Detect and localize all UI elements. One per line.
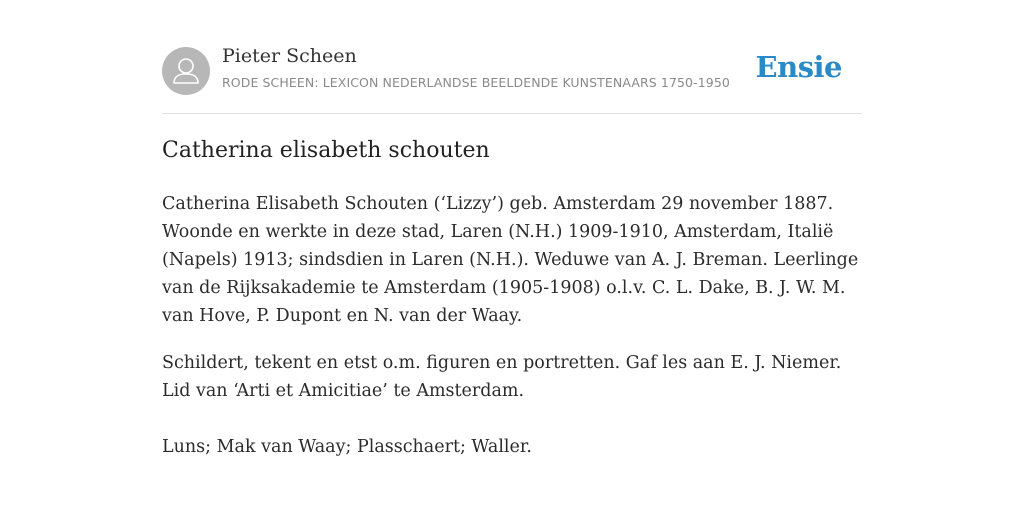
source-title[interactable]: RODE SCHEEN: LEXICON NEDERLANDSE BEELDENDE KUNSTENAARS 1750-1950 (222, 75, 730, 90)
article-paragraph-sources: Luns; Mak van Waay; Plasschaert; Waller. (162, 437, 532, 457)
article-paragraph-biography: Catherina Elisabeth Schouten (‘Lizzy’) geb. Amsterdam 29 november 1887. Woonde en werkte in deze stad, Laren (N.H.) 1909-1910, Amsterdam, Italië (Napels) 1913; sindsdien in Laren (N.H.). Weduwe van A. J. Breman. Leerlinge van de Rijksakademie te Amsterdam (1905-1908) o.l.v. C. L. Dake, B. J. W. M. van Hove, P. Dupont en N. van der Waay. (162, 194, 859, 326)
ensie-logo[interactable]: Ensie (755, 50, 842, 84)
user-icon (162, 47, 210, 95)
article-card (162, 0, 862, 457)
article-paragraph-work: Schildert, tekent en etst o.m. figuren en portretten. Gaf les aan E. J. Niemer. Lid van ‘Arti et Amicitiae’ te Amsterdam. (162, 353, 842, 401)
article-header (162, 0, 862, 114)
author-avatar[interactable] (162, 47, 210, 95)
page-title: Catherina elisabeth schouten (162, 138, 490, 163)
author-name[interactable]: Pieter Scheen (222, 45, 357, 67)
